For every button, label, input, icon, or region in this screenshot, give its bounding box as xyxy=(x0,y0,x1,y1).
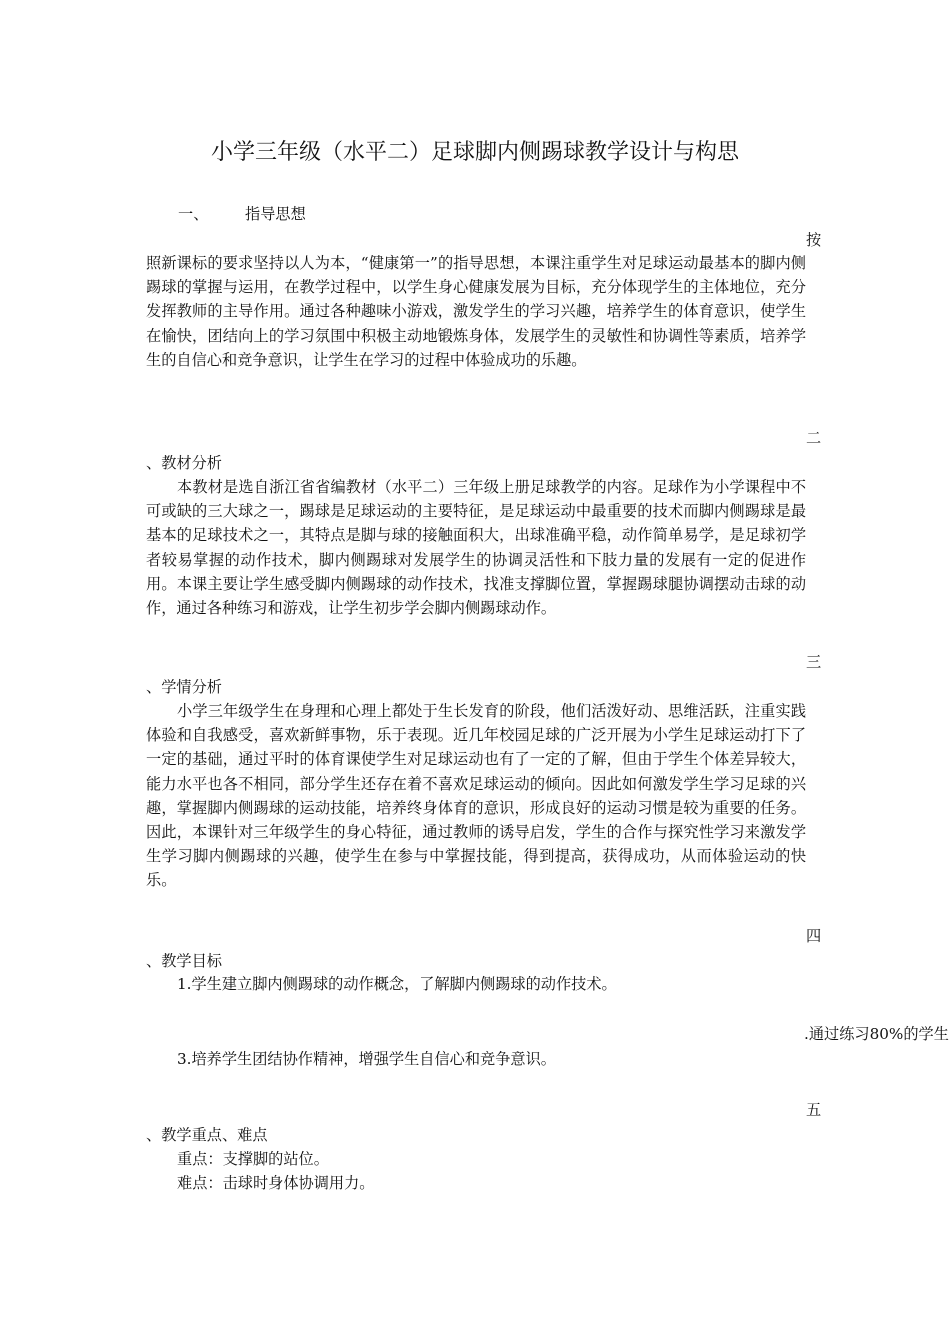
section2-paragraph: 本教材是选自浙江省省编教材（水平二）三年级上册足球教学的内容。足球作为小学课程中不可或缺的三大球之一，踢球是足球运动的主要特征，是足球运动中最重要的技术而脚内侧踢球是最基本的足球技术之一，其特点是脚与球的接触面积大，出球准确平稳，动作简单易学，是足球初学者较易掌握的动作技术，脚内侧踢球对发展学生的协调灵活性和下肢力量的发展有一定的促进作用。本课主要让学生感受脚内侧踢球的动作技术，找准支撑脚位置，掌握踢球腿协调摆动击球的动作，通过各种练习和游戏，让学生初步学会脚内侧踢球动作。 xyxy=(146,478,806,618)
difficulty-point: 难点：击球时身体协调用力。 xyxy=(177,1174,375,1192)
objective-item-2: .通过练习80%的学生 xyxy=(804,1025,949,1043)
page-title: 小学三年级（水平二）足球脚内侧踢球教学设计与构思 xyxy=(210,140,739,165)
section1-body xyxy=(146,251,806,372)
section1-heading: 指导思想 xyxy=(245,205,306,223)
section3-number: 三 xyxy=(806,653,822,671)
section5-number: 五 xyxy=(806,1101,822,1119)
section3-paragraph: 小学三年级学生在身理和心理上都处于生长发育的阶段，他们活泼好动、思维活跃，注重实践体验和自我感受，喜欢新鲜事物，乐于表现。近几年校园足球的广泛开展为小学生足球运动打下了一定的基础，通过平时的体育课使学生对足球运动也有了一定的了解，但由于学生个体差异较大，能力水平也各不相同，部分学生还存在着不喜欢足球运动的倾向。因此如何激发学生学习足球的兴趣，掌握脚内侧踢球的运动技能，培养终身体育的意识，形成良好的运动习惯是较为重要的任务。因此，本课针对三年级学生的身心特征，通过教师的诱导启发，学生的合作与探究性学习来激发学生学习脚内侧踢球的兴趣，使学生在参与中掌握技能，得到提高，获得成功，从而体验运动的快乐。 xyxy=(146,702,806,890)
section2-heading: 、教材分析 xyxy=(146,454,222,472)
objective-item-3: 3.培养学生团结协作精神，增强学生自信心和竞争意识。 xyxy=(177,1050,556,1068)
section3-body xyxy=(146,699,806,893)
section4-number: 四 xyxy=(806,927,822,945)
section3-heading: 、学情分析 xyxy=(146,678,222,696)
section2-body xyxy=(146,475,806,620)
section5-heading: 、教学重点、难点 xyxy=(146,1126,268,1144)
section1-number: 一、 xyxy=(178,205,209,223)
section1-paragraph: 照新课标的要求坚持以人为本，“健康第一”的指导思想，本课注重学生对足球运动最基本的脚内侧踢球的掌握与运用，在教学过程中，以学生身心健康发展为目标，充分体现学生的主体地位，充分发挥教师的主导作用。通过各种趣味小游戏，激发学生的学习兴趣，培养学生的体育意识，使学生在愉快，团结向上的学习氛围中积极主动地锻炼身体，发展学生的灵敏性和协调性等素质，培养学生的自信心和竞争意识，让学生在学习的过程中体验成功的乐趣。 xyxy=(146,254,806,369)
key-point: 重点：支撑脚的站位。 xyxy=(177,1150,329,1168)
objective-item-1: 1.学生建立脚内侧踢球的动作概念，了解脚内侧踢球的动作技术。 xyxy=(177,975,617,993)
section1-lead-char: 按 xyxy=(806,231,822,249)
section4-heading: 、教学目标 xyxy=(146,952,222,970)
section2-number: 二 xyxy=(806,429,822,447)
